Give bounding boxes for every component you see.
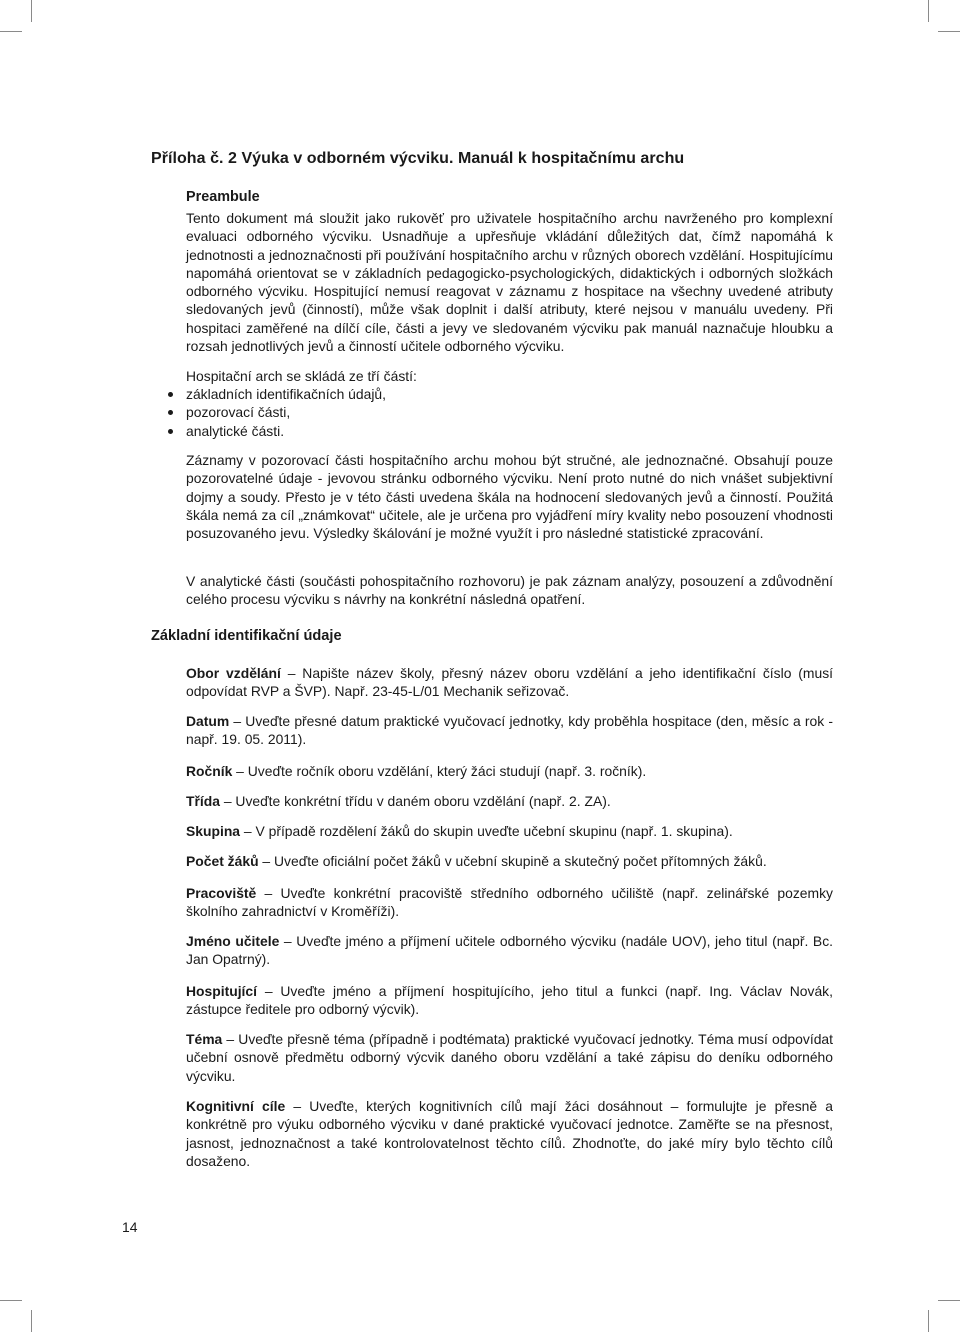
entry-term: Počet žáků <box>186 853 259 869</box>
crop-mark <box>938 31 960 32</box>
entry-term: Téma <box>186 1031 223 1047</box>
entry-term: Datum <box>186 713 230 729</box>
crop-mark <box>938 1300 960 1301</box>
entry-term: Hospitující <box>186 983 257 999</box>
analytic-paragraph: V analytické části (součásti pohospitačního rozhovoru) je pak záznam analýzy, posouzení a zdůvodnění celého procesu výcviku s návrhy na konkrétní následná opatření. <box>186 573 833 608</box>
entry-datum <box>186 712 833 749</box>
entry-text: – Uveďte, kterých kognitivních cílů mají žáci dosáhnout – formulujte je přesně a konkrétně pro výuku odborného výcviku v dané praktické vyučovací jednotce. Zaměřte se na přesnost, jasnost, jednoznačnost a také kontrolovatelnost těchto cílů. Zhodnoťte, do jaké míry bylo těchto cílů dosaženo. <box>186 1098 833 1169</box>
list-item <box>166 422 386 440</box>
entry-text: – Uveďte konkrétní třídu v daném oboru vzdělání (např. 2. ZA). <box>219 793 611 809</box>
crop-mark <box>31 0 32 22</box>
list-item-text: základních identifikačních údajů, <box>186 386 386 402</box>
entry-term: Třída <box>186 793 220 809</box>
entry-text: – Uveďte oficiální počet žáků v učební skupině a skutečný počet přítomných žáků. <box>258 853 767 869</box>
entry-text: – Uveďte přesné datum praktické vyučovací jednotky, kdy proběhla hospitace (den, měsíc a rok - např. 19. 05. 2011). <box>186 713 833 748</box>
entry-term: Jméno učitele <box>186 933 280 949</box>
bullet-icon <box>168 429 173 434</box>
entry-trida <box>186 792 833 810</box>
crop-mark <box>928 0 929 22</box>
entry-text: – V případě rozdělení žáků do skupin uveďte učební skupinu (např. 1. skupina). <box>240 823 733 839</box>
list-item <box>166 385 386 403</box>
page-title: Příloha č. 2 Výuka v odborném výcviku. Manuál k hospitačnímu archu <box>151 150 685 167</box>
parts-list <box>166 385 386 440</box>
observation-paragraph: Záznamy v pozorovací části hospitačního archu mohou být stručné, ale jednoznačné. Obsahují pouze pozorovatelné údaje - jevovou stránku odborného výcviku. Není proto nutné do nich vnášet subjektivní dojmy a soudy. Přesto je v této části uvedena škála na hodnocení sledovaných jevů a činností. Použitá škála nemá za cíl „známkovat“ učitele, ale je určena pro vyjádření míry kvality nebo posouzení vhodnosti posuzovaného jevu. Výsledky škálování je možné využít i pro následné statistické zpracování. <box>186 452 833 542</box>
entry-obor <box>186 664 833 701</box>
entry-skupina <box>186 822 833 840</box>
parts-intro: Hospitační arch se skládá ze tří částí: <box>186 368 417 384</box>
entry-tema <box>186 1030 833 1085</box>
entry-rocnik <box>186 762 833 780</box>
crop-mark <box>0 31 22 32</box>
entry-hospitujici <box>186 982 833 1019</box>
list-item-text: analytické části. <box>186 422 285 439</box>
entry-kognitivni-cile <box>186 1097 833 1170</box>
crop-mark <box>928 1310 929 1332</box>
entry-text: – Uveďte jméno a příjmení hospitujícího, jeho titul a funkci (např. Ing. Václav Novák, zástupce ředitele pro odborný výcvik). <box>186 983 833 1018</box>
list-item-text: pozorovací části, <box>186 404 291 421</box>
entry-term: Skupina <box>186 823 241 839</box>
entry-pracoviste <box>186 884 833 921</box>
entry-pocet-zaku <box>186 852 833 870</box>
entry-term: Ročník <box>186 763 233 779</box>
entry-term: Obor vzdělání <box>186 665 281 681</box>
entry-text: – Napište název školy, přesný název oboru vzdělání a jeho identifikační číslo (musí odpovídat RVP a ŠVP). Např. 23-45-L/01 Mechanik seřizovač. <box>186 665 834 700</box>
entry-text: – Uveďte přesně téma (případně i podtémata) praktické vyučovací jednotky. Téma musí odpovídat učební osnově předmětu odborný výcvik daného oboru vzdělání a také zápisu do deníku odborného výcviku. <box>186 1031 833 1084</box>
entry-term: Pracoviště <box>186 885 257 901</box>
bullet-icon <box>168 392 173 397</box>
basic-section-heading: Základní identifikační údaje <box>151 628 342 644</box>
crop-mark <box>0 1300 22 1301</box>
crop-mark <box>31 1310 32 1332</box>
entry-text: – Uveďte jméno a příjmení učitele odborného výcviku (nadále UOV), jeho titul (např. Bc. Jan Opatrný). <box>186 933 834 968</box>
page-number: 14 <box>122 1219 138 1235</box>
preamble-heading: Preambule <box>186 189 260 205</box>
bullet-icon <box>168 410 173 415</box>
entry-term: Kognitivní cíle <box>186 1098 286 1114</box>
entry-text: – Uveďte ročník oboru vzdělání, který žáci studují (např. 3. ročník). <box>232 763 647 779</box>
preamble-paragraph: Tento dokument má sloužit jako rukověť pro uživatele hospitačního archu navrženého pro komplexní evaluaci odborného výcviku. Usnadňuje a upřesňuje vkládání důležitých dat, čímž napomáhá k jednotnosti a jednoznačnosti při používání hospitačního archu v různých oborech vzdělání. Hospitujícímu napomáhá orientovat se v základních pedagogicko-psychologických, didaktických i odborných složkách odborného výcviku. Hospitující nemusí reagovat v záznamu z hospitace na všechny uvedené atributy sledovaných jevů (činností), může však doplnit i další atributy, které nejsou v manuálu uvedeny. Při hospitaci zaměřené na dílčí cíle, části a jevy ve sledovaném výcviku pak manuál naznačuje hloubku a rozsah jednotlivých jevů a činností učitele odborného výcviku. <box>186 210 833 355</box>
entry-text: – Uveďte konkrétní pracoviště středního odborného učiliště (např. zelinářské pozemky školního zahradnictví v Kroměříži). <box>186 885 833 920</box>
entry-jmeno-ucitele <box>186 932 833 969</box>
list-item <box>166 403 386 421</box>
